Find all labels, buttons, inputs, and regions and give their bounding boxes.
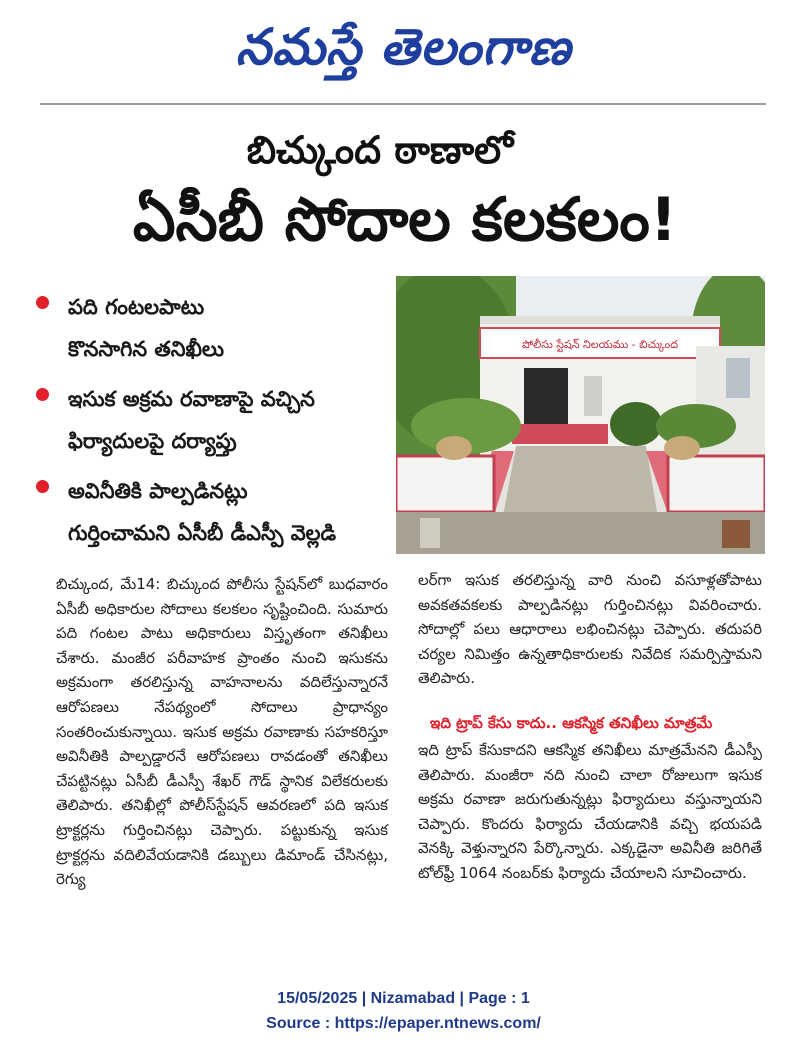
bullet-line: పది గంటలపాటు <box>68 295 205 319</box>
bullet-line: గుర్తించామని ఏసీబీ డీఎస్పీ వెల్లడి <box>68 521 337 545</box>
article-paragraph: ఇది ట్రాప్ కేసుకాదని ఆకస్మిక తనిఖీలు మాత్రమేనని డీఎస్పీ తెలిపారు. మంజీరా నది నుంచి చాలా రోజులుగా ఇసుక అక్రమ రవాణా జరుగుతున్నట్లు ఫిర్యాదులు వస్తున్నాయని చెప్పారు. కొందరు ఫిర్యాదు చేయడానికి వచ్చి భయపడి వెనక్కి వెళ్తున్నారని పేర్కొన్నారు. ఎక్కడైనా అవినీతి జరిగితే టోల్‌ఫ్రీ 1064 నంబర్‌కు ఫిర్యాదు చేయాలని సూచించారు. <box>418 741 762 882</box>
newspaper-logo: నమస్తే తెలంగాణ <box>235 18 572 76</box>
article-paragraph: బిచ్కుంద, మే14: బిచ్కుంద పోలీసు స్టేషన్‌లో బుధవారం ఏసీబీ అధికారుల సోదాలు కలకలం సృష్టించింది. సుమారు పది గంటల పాటు అధికారులు విస్తృతంగా తనిఖీలు చేశారు. మంజీర పరీవాహక ప్రాంతం నుంచి ఇసుకను అక్రమంగా తరలిస్తున్న వాహనాలను వదిలేస్తున్నారనే ఆరోపణలు నేపథ్యంలో సోదాలు ప్రాధాన్యం సంతరించుకున్నాయి. ఇసుక అక్రమ రవాణాకు సహకరిస్తూ అవినీతికి పాల్పడ్డారనే ఆరోపణలు రావడంతో తనిఖీలు చేపట్టినట్లు ఏసీబీ డీఎస్పీ శేఖర్ గౌడ్ స్థానిక విలేకరులకు తెలిపారు. తనిఖీల్లో పోలీస్‌స్టేషన్ ఆవరణలో పది ఇసుక ట్రాక్టర్లను గుర్తించినట్లు చెప్పారు. పట్టుకున్న ఇసుక ట్రాక్టర్లను వదిలివేయడానికి డబ్బులు డిమాండ్ చేసినట్లు, రెగ్యు <box>56 575 388 889</box>
article-subheading: ఇది ట్రాప్ కేసు కాదు.. ఆకస్మిక తనిఖీలు మాత్రమే <box>430 714 713 732</box>
police-station-photo <box>396 276 765 554</box>
article-headline: ఏసీబీ సోదాల కలకలం! <box>132 185 678 255</box>
article-column-2-continued <box>418 738 762 886</box>
article-column-1 <box>56 572 388 892</box>
highlight-bullet <box>34 286 404 370</box>
bullet-dot-icon <box>36 480 49 493</box>
source-link[interactable]: Source : https://epaper.ntnews.com/ <box>266 1015 541 1032</box>
article-kicker: బిచ్కుంద ఠాణాలో <box>246 128 514 172</box>
bullet-line: కొనసాగిన తనిఖీలు <box>68 337 225 361</box>
edition-info: 15/05/2025 | Nizamabad | Page : 1 <box>277 990 530 1007</box>
highlight-bullet <box>34 378 404 462</box>
bullet-line: ఇసుక అక్రమ రవాణాపై వచ్చిన <box>68 387 315 411</box>
masthead <box>0 0 807 96</box>
highlight-bullets <box>34 286 404 562</box>
article-column-2 <box>418 568 762 691</box>
bullet-dot-icon <box>36 388 49 401</box>
bullet-line: అవినీతికి పాల్పడినట్లు <box>68 479 248 503</box>
bullet-line: ఫిర్యాదులపై దర్యాప్తు <box>68 429 237 453</box>
station-sign-text: పోలీసు స్టేషన్ నిలయము - బిచ్కుంద <box>521 338 679 351</box>
masthead-divider <box>40 103 766 105</box>
article-paragraph: లర్‌గా ఇసుక తరలిస్తున్న వారి నుంచి వసూళ్లతోపాటు అవకతవకలకు పాల్పడినట్లు గుర్తించినట్లు వివరించారు. సోదాల్లో పలు ఆధారాలు లభించినట్లు చెప్పారు. తదుపరి చర్యల నిమిత్తం ఉన్నతాధికారులకు నివేదిక సమర్పిస్తామని తెలిపారు. <box>418 571 762 688</box>
page-footer <box>0 986 807 1036</box>
highlight-bullet <box>34 470 404 554</box>
bullet-dot-icon <box>36 296 49 309</box>
